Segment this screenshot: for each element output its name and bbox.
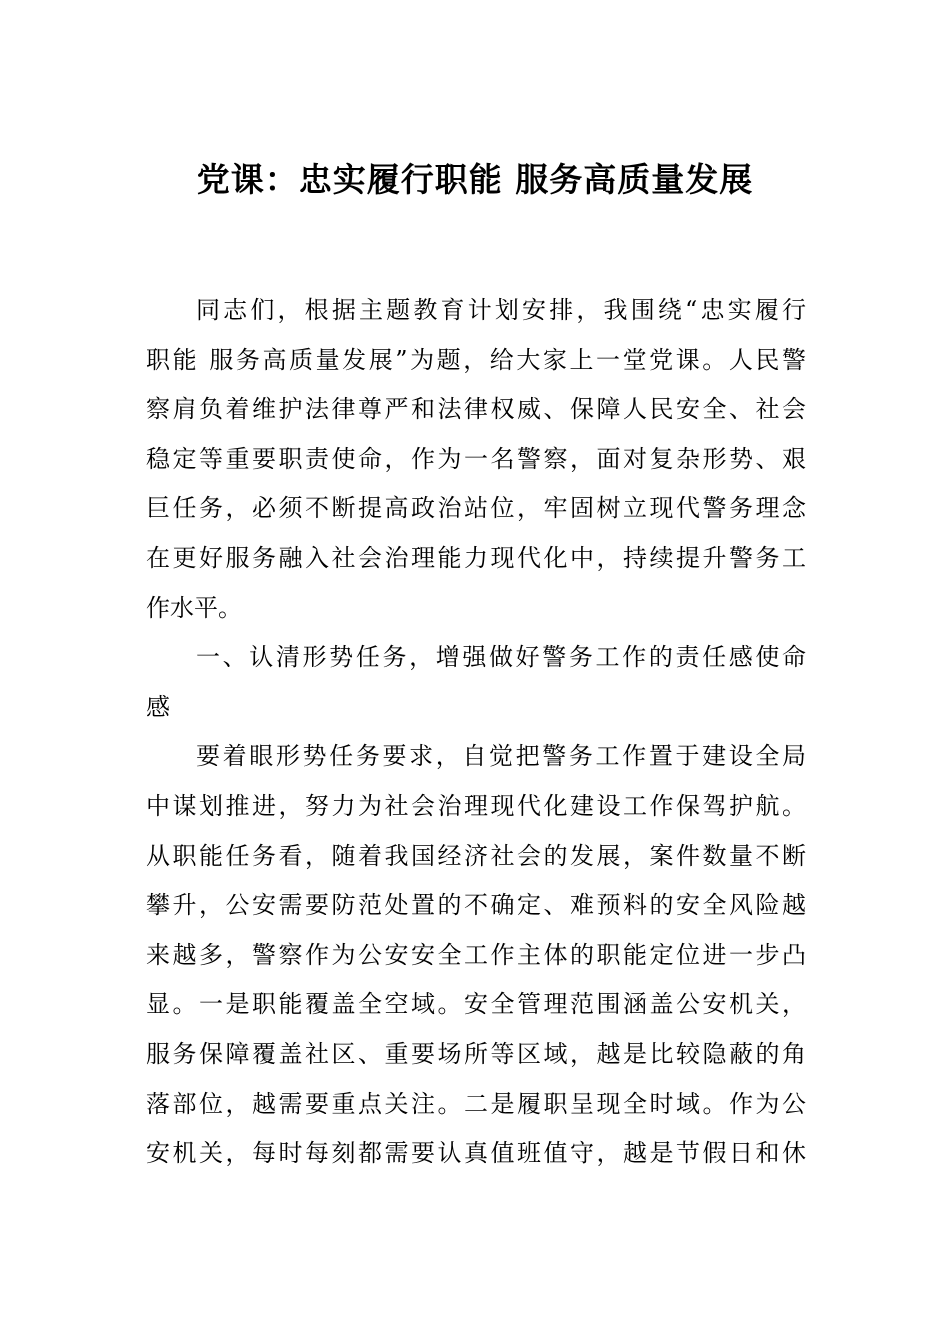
text-line: 来越多，警察作为公安安全工作主体的职能定位进一步凸 — [146, 940, 806, 969]
text-line: 在更好服务融入社会治理能力现代化中，持续提升警务工 — [146, 543, 806, 572]
text-line: 稳定等重要职责使命，作为一名警察，面对复杂形势、艰 — [146, 444, 806, 473]
text-line: 一、认清形势任务，增强做好警务工作的责任感使命 — [196, 643, 806, 672]
text-line: 显。一是职能覆盖全空域。安全管理范围涵盖公安机关， — [146, 990, 806, 1019]
text-line: 攀升，公安需要防范处置的不确定、难预料的安全风险越 — [146, 891, 806, 920]
paragraph-intro — [146, 286, 806, 633]
text-line: 同志们，根据主题教育计划安排，我围绕“忠实履行 — [196, 296, 806, 324]
text-line: 从职能任务看，随着我国经济社会的发展，案件数量不断 — [146, 841, 806, 870]
text-line: 感 — [146, 692, 170, 721]
text-line: 服务保障覆盖社区、重要场所等区域，越是比较隐蔽的角 — [146, 1039, 806, 1068]
text-line: 作水平。 — [146, 593, 242, 622]
text-line: 安机关，每时每刻都需要认真值班值守，越是节假日和休 — [146, 1139, 806, 1168]
text-line: 职能 服务高质量发展”为题，给大家上一堂党课。人民警 — [146, 345, 806, 374]
text-line: 察肩负着维护法律尊严和法律权威、保障人民安全、社会 — [146, 395, 806, 424]
document-body — [146, 286, 806, 1179]
text-line: 巨任务，必须不断提高政治站位，牢固树立现代警务理念 — [146, 494, 806, 523]
text-line: 要着眼形势任务要求，自觉把警务工作置于建设全局 — [196, 742, 806, 771]
document-title: 党课：忠实履行职能 服务高质量发展 — [196, 160, 754, 199]
section-heading-1 — [146, 633, 806, 732]
paragraph-section-1 — [146, 732, 806, 1178]
text-line: 落部位，越需要重点关注。二是履职呈现全时域。作为公 — [146, 1089, 806, 1118]
text-line: 中谋划推进，努力为社会治理现代化建设工作保驾护航。 — [146, 791, 806, 820]
